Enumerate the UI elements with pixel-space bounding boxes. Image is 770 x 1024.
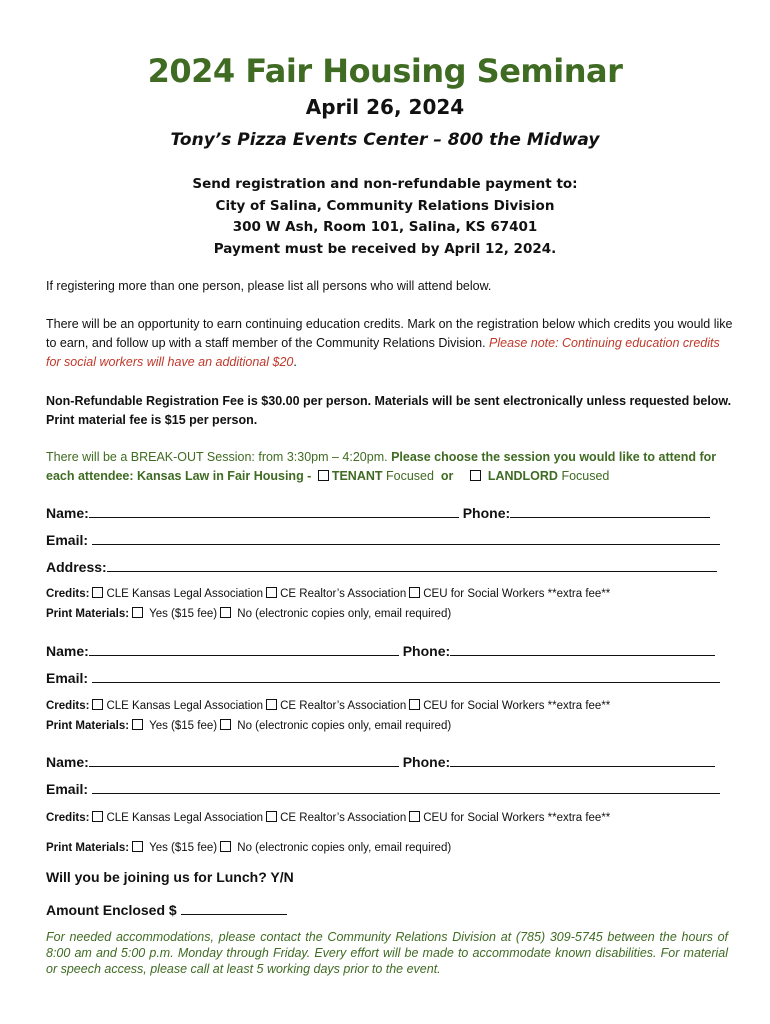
ceu-checkbox[interactable]	[409, 699, 420, 710]
attendee-3-print-row	[46, 840, 736, 856]
ce-option: CE Realtor’s Association	[280, 700, 407, 712]
print-yes-checkbox[interactable]	[132, 719, 143, 730]
tenant-suffix: Focused	[386, 469, 434, 483]
send-line: Send registration and non-refundable payment to:	[192, 176, 578, 192]
ce-checkbox[interactable]	[266, 811, 277, 822]
or-label: or	[440, 469, 454, 483]
phone-label: Phone	[402, 643, 446, 659]
ceu-option: CEU for Social Workers **extra fee**	[423, 812, 611, 824]
ce-option: CE Realtor’s Association	[280, 812, 407, 824]
attendee-3-credits-row	[46, 810, 736, 826]
page-title: 2024 Fair Housing Seminar	[147, 52, 623, 90]
tenant-checkbox[interactable]	[318, 470, 329, 481]
print-no-option: No (electronic copies only, email required)	[237, 720, 452, 732]
tenant-label: TENANT	[331, 469, 383, 483]
email-field[interactable]	[92, 669, 720, 683]
phone-field[interactable]	[450, 642, 715, 656]
cle-checkbox[interactable]	[92, 699, 103, 710]
phone-field[interactable]	[510, 504, 710, 518]
name-field[interactable]	[89, 504, 459, 518]
attendee-3-name-row: Name: Phone:	[46, 753, 726, 771]
credits-label: Credits:	[46, 812, 90, 824]
credits-note: Please note: Continuing education credits for social workers will have an additional $20	[46, 336, 720, 369]
attendee-2-email-row: Email:	[46, 669, 726, 687]
event-venue: Tony’s Pizza Events Center – 800 the Midway	[170, 130, 600, 150]
address-field[interactable]	[107, 558, 717, 572]
ce-option: CE Realtor’s Association	[280, 588, 407, 600]
attendee-1-print-row	[46, 606, 736, 622]
ce-checkbox[interactable]	[266, 587, 277, 598]
accommodations-note: For needed accommodations, please contact the Community Relations Division at (785) 309-5745 between the hours of 8:00 am and 5:00 p.m. Monday through Friday. Every effort will be made to accommodate known disabilities. For material or speech access, please call at least 5 working days prior to the event.	[46, 930, 728, 976]
cle-option: CLE Kansas Legal Association	[106, 588, 264, 600]
phone-label: Phone	[402, 754, 446, 770]
email-field[interactable]	[92, 780, 720, 794]
attendee-3-email-row: Email:	[46, 780, 726, 798]
amount-field[interactable]	[181, 901, 287, 915]
print-yes-checkbox[interactable]	[132, 841, 143, 852]
email-field[interactable]	[92, 531, 720, 545]
cle-option: CLE Kansas Legal Association	[106, 700, 264, 712]
ceu-option: CEU for Social Workers **extra fee**	[423, 700, 611, 712]
email-label: Email	[46, 670, 84, 686]
ce-checkbox[interactable]	[266, 699, 277, 710]
amount-row	[46, 901, 287, 918]
landlord-checkbox[interactable]	[470, 470, 481, 481]
amount-label: Amount Enclosed $	[46, 902, 177, 918]
send-line: Payment must be received by April 12, 2024.	[213, 240, 557, 257]
lunch-question: Will you be joining us for Lunch? Y/N	[46, 869, 294, 885]
print-yes-option: Yes ($15 fee)	[149, 720, 218, 732]
event-date: April 26, 2024	[305, 95, 465, 119]
credits-label: Credits:	[46, 700, 90, 712]
ceu-option: CEU for Social Workers **extra fee**	[423, 588, 611, 600]
print-yes-checkbox[interactable]	[132, 607, 143, 618]
phone-label: Phone	[462, 505, 506, 521]
cle-option: CLE Kansas Legal Association	[106, 812, 264, 824]
landlord-label: LANDLORD	[487, 469, 558, 483]
payment-instructions	[0, 174, 770, 260]
name-label: Name	[46, 754, 85, 770]
print-yes-option: Yes ($15 fee)	[149, 842, 218, 854]
name-label: Name	[46, 505, 85, 521]
email-label: Email	[46, 532, 84, 548]
print-label: Print Materials:	[46, 842, 130, 854]
ceu-checkbox[interactable]	[409, 587, 420, 598]
address-label: Address	[46, 559, 103, 575]
name-label: Name	[46, 643, 85, 659]
print-yes-option: Yes ($15 fee)	[149, 608, 218, 620]
breakout-instruction: Please choose the session you would like to attend for each attendee: Kansas Law in Fair Housing -	[46, 450, 717, 483]
print-no-option: No (electronic copies only, email required)	[237, 608, 452, 620]
print-label: Print Materials:	[46, 608, 130, 620]
email-label: Email	[46, 781, 84, 797]
breakout-paragraph	[46, 448, 736, 486]
landlord-suffix: Focused	[561, 469, 610, 483]
print-label: Print Materials:	[46, 720, 130, 732]
name-field[interactable]	[89, 753, 399, 767]
fee-paragraph: Non-Refundable Registration Fee is $30.00 per person. Materials will be sent electronically unless requested below. Print material fee is $15 per person.	[46, 394, 732, 427]
attendee-1-address-row: Address:	[46, 558, 726, 576]
attendee-1-name-row: Name: Phone:	[46, 504, 726, 522]
print-no-checkbox[interactable]	[220, 719, 231, 730]
breakout-lead: There will be a BREAK-OUT Session: from 3:30pm – 4:20pm.	[46, 450, 388, 464]
name-field[interactable]	[89, 642, 399, 656]
cle-checkbox[interactable]	[92, 811, 103, 822]
multiple-registrants-note: If registering more than one person, please list all persons who will attend below.	[46, 279, 492, 293]
phone-field[interactable]	[450, 753, 715, 767]
print-no-option: No (electronic copies only, email required)	[237, 842, 452, 854]
attendee-1-email-row: Email:	[46, 531, 726, 549]
attendee-1-credits-row	[46, 586, 736, 602]
print-no-checkbox[interactable]	[220, 607, 231, 618]
credits-label: Credits:	[46, 588, 90, 600]
send-line: City of Salina, Community Relations Division	[215, 197, 555, 214]
credits-text: There will be an opportunity to earn continuing education credits. Mark on the registration below which credits you would like to earn, and follow up with a staff member of the Community Relations Division.	[46, 317, 733, 350]
attendee-2-name-row: Name: Phone:	[46, 642, 726, 660]
cle-checkbox[interactable]	[92, 587, 103, 598]
credits-paragraph: There will be an opportunity to earn continuing education credits. Mark on the registration below which credits you would like to earn, and follow up with a staff member of the Community Relations Division. Please note: Continuing education credits for social workers will have an additional $20.	[46, 317, 733, 369]
ceu-checkbox[interactable]	[409, 811, 420, 822]
print-no-checkbox[interactable]	[220, 841, 231, 852]
send-line: 300 W Ash, Room 101, Salina, KS 67401	[232, 219, 538, 235]
attendee-2-print-row	[46, 718, 736, 734]
attendee-2-credits-row	[46, 698, 736, 714]
